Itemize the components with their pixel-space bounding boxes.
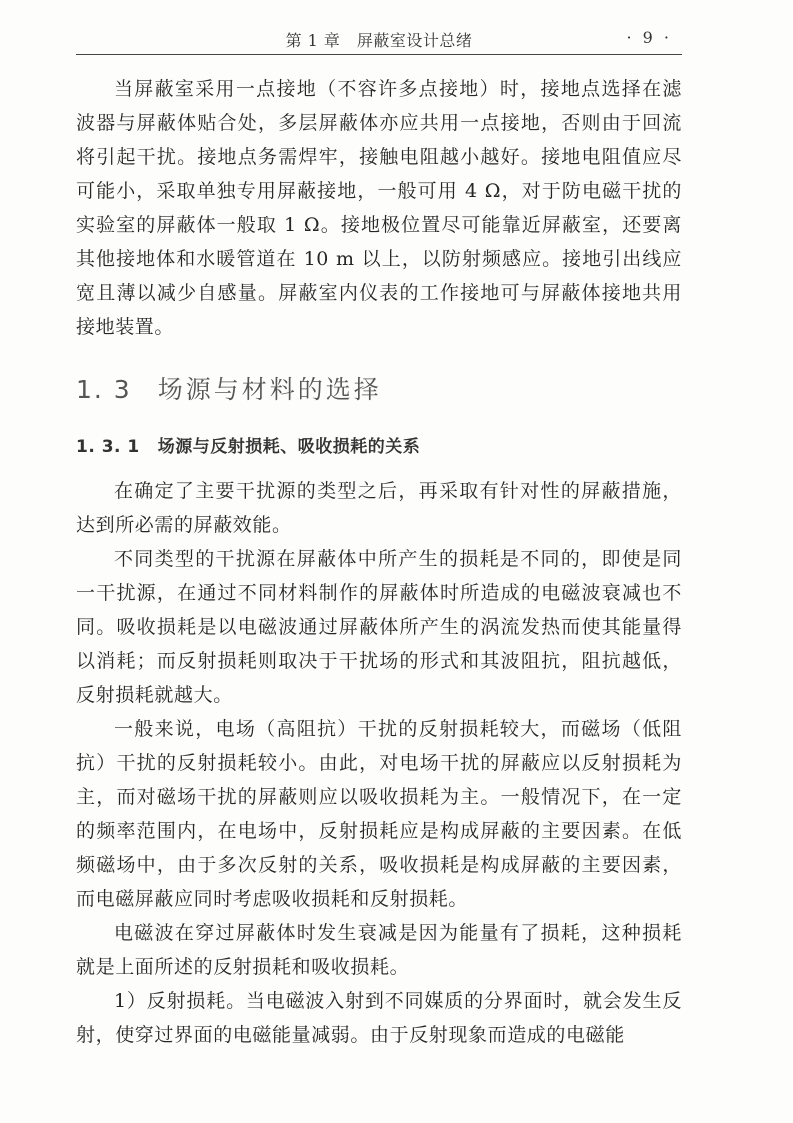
paragraph-reflection-loss: 1）反射损耗。当电磁波入射到不同媒质的分界面时，就会发生反射，使穿过界面的电磁能量减弱。由于反射现象而造成的电磁能 (76, 990, 682, 1046)
paragraph-attenuation: 电磁波在穿过屏蔽体时发生衰减是因为能量有了损耗，这种损耗就是上面所述的反射损耗和吸收损耗。 (76, 922, 682, 978)
running-header (76, 24, 682, 55)
section-heading (76, 370, 682, 410)
section-title: 场源与材料的选择 (157, 375, 382, 404)
paragraph-grounding: 当屏蔽室采用一点接地（不容许多点接地）时，接地点选择在滤波器与屏蔽体贴合处，多层屏蔽体亦应共用一点接地，否则由于回流将引起干扰。接地点务需焊牢，接触电阻越小越好。接地电阻值应尽可能小，采取单独专用屏蔽接地，一般可用 4 Ω，对于防电磁干扰的实验室的屏蔽体一般取 1 Ω。接地极位置尽可能靠近屏蔽室，还要离其他接地体和水暖管道在 10 m 以上，以防射频感应。接地引出线应宽且薄以减少自感量。屏蔽室内仪表的工作接地可与屏蔽体接地共用接地装置。 (76, 78, 682, 338)
subsection-heading (76, 430, 682, 464)
page-number: · 9 · (626, 28, 672, 47)
subsection-title: 场源与反射损耗、吸收损耗的关系 (157, 437, 421, 457)
paragraph-field-types: 一般来说，电场（高阻抗）干扰的反射损耗较大，而磁场（低阻抗）干扰的反射损耗较小。由此，对电场干扰的屏蔽应以反射损耗为主，而对磁场干扰的屏蔽则应以吸收损耗为主。一般情况下，在一定的频率范围内，在电场中，反射损耗应是构成屏蔽的主要因素。在低频磁场中，由于多次反射的关系，吸收损耗是构成屏蔽的主要因素，而电磁屏蔽应同时考虑吸收损耗和反射损耗。 (76, 718, 682, 910)
subsection-number: 1. 3. 1 (76, 437, 140, 457)
paragraph-loss-types: 不同类型的干扰源在屏蔽体中所产生的损耗是不同的，即使是同一干扰源，在通过不同材料制作的屏蔽体时所造成的电磁波衰减也不同。吸收损耗是以电磁波通过屏蔽体所产生的涡流发热而使其能量得以消耗；而反射损耗则取决于干扰场的形式和其波阻抗，阻抗越低，反射损耗就越大。 (76, 548, 682, 706)
paragraph-intro: 在确定了主要干扰源的类型之后，再采取有针对性的屏蔽措施，达到所必需的屏蔽效能。 (76, 480, 682, 536)
running-title: 第 1 章 屏蔽室设计总绪 (285, 31, 473, 50)
body-text (76, 72, 682, 1052)
section-number: 1. 3 (76, 375, 132, 404)
